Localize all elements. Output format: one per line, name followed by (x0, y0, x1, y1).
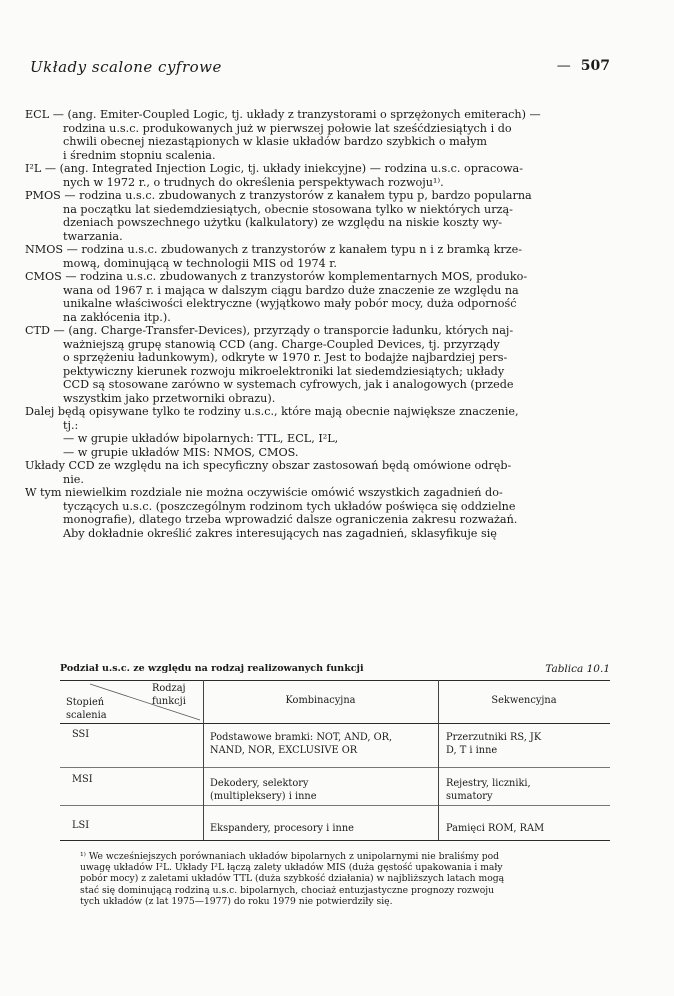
running-title: Układy scalone cyfrowe (30, 58, 222, 76)
col-header-sequential: Sekwencyjna (491, 695, 557, 706)
definition-line: mową, dominującą w technologii MIS od 1974 r. (63, 256, 337, 270)
corner-bottom-line: scalenia (66, 709, 107, 721)
page-number-value: 507 (580, 58, 610, 74)
footnote-line: tych układów (z lat 1975—1977) do roku 1979 nie potwierdziły się. (80, 895, 393, 907)
footnote-line: pobór mocy) z zaletami układów TTL (duża szybkość działania) w najbliższych latach mogą (80, 873, 505, 885)
page-number (557, 58, 610, 74)
definition-line: pektywiczny kierunek rozwoju mikroelektroniki lat siedemdziesiątych; układy (63, 364, 505, 378)
definition-line (25, 162, 615, 176)
definition-nmos (25, 243, 615, 270)
paragraph-line: tj.: (63, 418, 79, 432)
definition-ecl (25, 108, 615, 162)
definition-line (25, 324, 615, 338)
paragraph-line: Dalej będą opisywane tylko te rodziny u.s.c., które mają obecnie największe znaczenie, (25, 405, 519, 418)
definition-term: PMOS — (25, 189, 76, 202)
paragraph-families (25, 405, 615, 432)
definition-line (25, 270, 615, 284)
definition-line-text: rodzina u.s.c. zbudowanych z tranzystorów komplementarnych MOS, produko- (80, 270, 528, 283)
header-dash: — (556, 58, 571, 74)
definition-line: wszystkim jako przetworniki obrazu). (63, 391, 276, 405)
table-caption (60, 663, 610, 679)
definition-line: nych w 1972 r., o trudnych do określenia perspektywach rozwoju¹⁾. (63, 175, 444, 189)
definition-line-text: rodzina u.s.c. zbudowanych z tranzystorów z kanałem typu n i z bramką krze- (81, 243, 522, 256)
corner-top-line: funkcji (152, 695, 186, 707)
definition-term: CMOS — (25, 270, 77, 283)
definition-line: na zakłócenia itp.). (63, 310, 171, 324)
body-text (25, 108, 615, 540)
corner-top-line: Rodzaj (152, 683, 186, 694)
footnote-line: stać się dominującą rodziną u.s.c. bipolarnych, chociaż entuzjastyczne prognozy rozwoju (80, 884, 495, 896)
list-item: — w grupie układów bipolarnych: TTL, ECL, I²L, (63, 432, 339, 445)
definition-line: na początku lat siedemdziesiątych, obecnie stosowana tylko w niektórych urzą- (63, 202, 513, 216)
definition-line: dzeniach powszechnego użytku (kalkulatory) ze względu na niskie koszty wy- (63, 216, 503, 229)
running-header (30, 58, 610, 80)
definition-term: ECL — (25, 108, 64, 121)
cell-sequential (446, 732, 606, 757)
footnote (80, 851, 610, 907)
cell-combinational (210, 778, 435, 803)
table-rule-row (60, 805, 610, 806)
cell-line: Rejestry, liczniki, (446, 778, 531, 789)
definition-term: I²L — (25, 162, 57, 175)
cell-combinational (210, 732, 435, 757)
paragraph-scope (25, 486, 615, 540)
definition-line (25, 108, 615, 122)
paragraph-line: W tym niewielkim rozdziale nie można oczywiście omówić wszystkich zagadnień do- (25, 486, 503, 499)
cell-combinational (210, 823, 435, 836)
definition-line: twarzania. (63, 229, 123, 243)
corner-bottom-line: Stopień (66, 697, 105, 708)
row-level-msi: MSI (72, 774, 93, 785)
cell-line: (multipleksery) i inne (210, 790, 317, 802)
definition-line: i średnim stopniu scalenia. (63, 148, 216, 162)
cell-line: Dekodery, selektory (210, 778, 309, 789)
paragraph-ccd (25, 459, 615, 486)
table-title: Podział u.s.c. ze względu na rodzaj realizowanych funkcji (60, 663, 364, 674)
table-rule-row (60, 767, 610, 768)
cell-sequential (446, 823, 606, 836)
cell-line: NAND, NOR, EXCLUSIVE OR (210, 744, 358, 756)
definition-line: ważniejszą grupę stanowią CCD (ang. Charge-Coupled Devices, tj. przyrządy (63, 337, 500, 351)
definition-ctd (25, 324, 615, 405)
definition-line: CCD są stosowane zarówno w systemach cyfrowych, jak i analogowych (przede (63, 378, 514, 391)
cell-line: Ekspandery, procesory i inne (210, 823, 354, 834)
corner-top-label (152, 683, 186, 708)
definition-pmos (25, 189, 615, 243)
table-rule-bottom (60, 840, 610, 841)
list-item: — w grupie układów MIS: NMOS, CMOS. (63, 445, 299, 459)
definition-line-text: rodzina u.s.c. zbudowanych z tranzystorów z kanałem typu p, bardzo popularna (79, 189, 532, 202)
definition-term: CTD — (25, 324, 65, 337)
paragraph-line: nie. (63, 472, 84, 486)
paragraph-line: Układy CCD ze względu na ich specyficzny obszar zastosowań będą omówione odręb- (25, 459, 512, 472)
definition-cmos (25, 270, 615, 324)
definition-line (25, 189, 615, 203)
cell-line: Podstawowe bramki: NOT, AND, OR, (210, 732, 393, 743)
col-header-combinational: Kombinacyjna (285, 695, 356, 706)
definition-line (25, 243, 615, 257)
definition-i2l (25, 162, 615, 189)
definition-term: NMOS — (25, 243, 78, 256)
definition-line: wana od 1967 r. i mająca w dalszym ciągu bardzo duże znaczenie ze względu na (63, 283, 519, 297)
cell-line: sumatory (446, 790, 493, 802)
definition-line: chwili obecnej niezastąpionych w klasie układów bardzo szybkich o małym (63, 135, 487, 148)
classification-table (60, 680, 610, 845)
definition-line: rodzina u.s.c. produkowanych już w pierwszej połowie lat sześćdziesiątych i do (63, 121, 512, 135)
cell-line: D, T i inne (446, 744, 498, 756)
row-level-lsi: LSI (72, 820, 90, 831)
table-rule-header (60, 723, 610, 724)
footnote-line: uwagę układów I²L. Układy I²L łączą zalety układów MIS (duża gęstość upakowania i mały (80, 862, 503, 874)
cell-sequential (446, 778, 606, 803)
definition-line: unikalne właściwości elektryczne (wyjątkowo mały pobór mocy, duża odporność (63, 297, 517, 310)
family-list (25, 432, 615, 459)
cell-line: Pamięci ROM, RAM (446, 823, 545, 834)
definition-line-text: (ang. Emiter-Coupled Logic, tj. układy z tranzystorami o sprzężonych emiterach) — (67, 108, 541, 121)
table-number: Tablica 10.1 (545, 663, 610, 675)
corner-bottom-label (66, 697, 107, 722)
paragraph-line: monografie), dlatego trzeba wprowadzić dalsze ograniczenia zakresu rozważań. (63, 513, 518, 526)
definition-line-text: (ang. Charge-Transfer-Devices), przyrządy o transporcie ładunku, których naj- (68, 324, 514, 337)
footnote-line: ¹⁾ We wcześniejszych porównaniach układów bipolarnych z unipolarnymi nie braliśmy pod (80, 851, 500, 862)
paragraph-line: tyczących u.s.c. (poszczególnym rodzinom tych układów poświęca się oddzielne (63, 499, 516, 513)
definition-line: o sprzężeniu ładunkowym), odkryte w 1970 r. Jest to bodajże najbardziej pers- (63, 351, 508, 364)
definition-line-text: (ang. Integrated Injection Logic, tj. układy iniekcyjne) — rodzina u.s.c. opracowa- (59, 162, 523, 175)
row-level-ssi: SSI (72, 729, 90, 740)
paragraph-line: Aby dokładnie określić zakres interesujących nas zagadnień, sklasyfikuje się (63, 526, 497, 540)
cell-line: Przerzutniki RS, JK (446, 732, 542, 743)
